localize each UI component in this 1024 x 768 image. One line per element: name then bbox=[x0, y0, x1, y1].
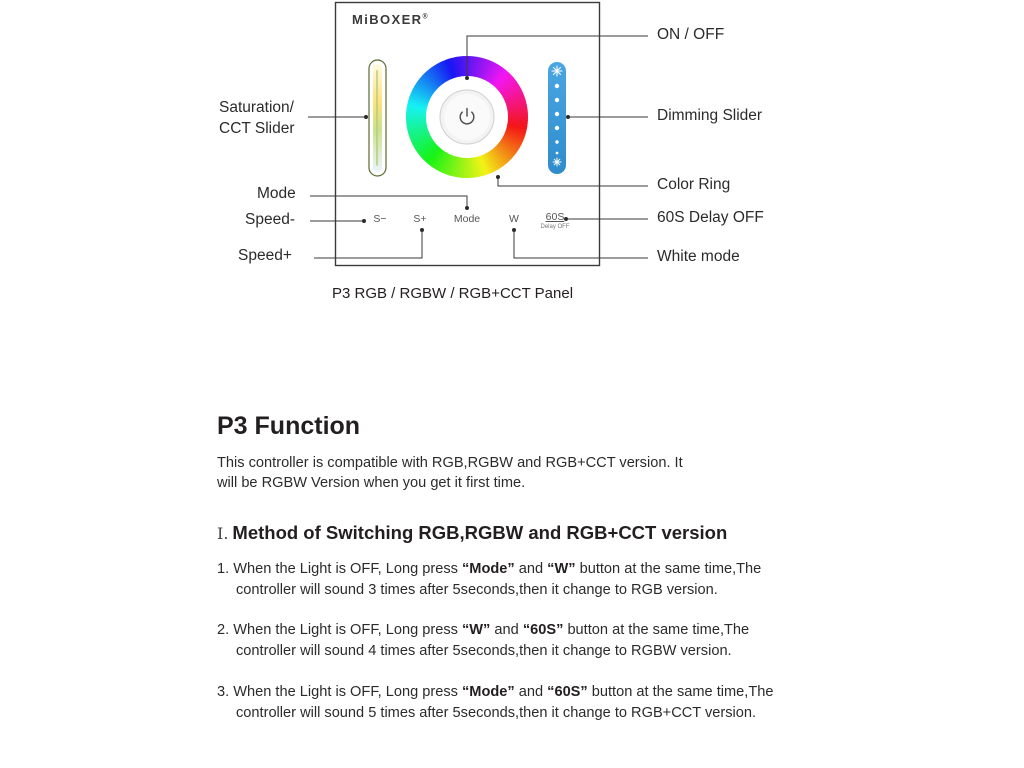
brand-logo: MiBOXER® bbox=[352, 12, 430, 27]
callout-speed-minus: Speed- bbox=[245, 211, 295, 228]
diagram-caption: P3 RGB / RGBW / RGB+CCT Panel bbox=[332, 285, 574, 302]
intro-line-2: will be RGBW Version when you get it first time. bbox=[217, 475, 526, 491]
callout-on-off: ON / OFF bbox=[657, 26, 725, 43]
callout-color-ring: Color Ring bbox=[657, 176, 731, 193]
speed-plus-button[interactable]: S+ bbox=[413, 213, 427, 225]
callout-delay-off: 60S Delay OFF bbox=[657, 209, 764, 226]
speed-minus-button[interactable]: S− bbox=[373, 213, 387, 225]
list-item: 2. When the Light is OFF, Long press “W” and “60S” button at the same time,The controller will sound 4 times after 5seconds,then it change to RGBW version. bbox=[217, 622, 750, 659]
list-item: 3. When the Light is OFF, Long press “Mode” and “60S” button at the same time,The controller will sound 5 times after 5seconds,then it change to RGB+CCT version. bbox=[217, 684, 774, 721]
callout-mode: Mode bbox=[257, 185, 296, 202]
callout-dimming-slider: Dimming Slider bbox=[657, 107, 763, 124]
list-item: 1. When the Light is OFF, Long press “Mode” and “W” button at the same time,The controller will sound 3 times after 5seconds,then it change to RGB version. bbox=[217, 561, 762, 598]
intro-line-1: This controller is compatible with RGB,RGBW and RGB+CCT version. It bbox=[217, 455, 683, 471]
subsection-number: Ⅰ. bbox=[217, 524, 229, 543]
callout-white-mode: White mode bbox=[657, 248, 740, 265]
callout-saturation-line2: CCT Slider bbox=[219, 120, 295, 137]
subsection-title bbox=[217, 522, 727, 544]
saturation-slider bbox=[369, 60, 386, 176]
mode-button[interactable]: Mode bbox=[453, 213, 481, 225]
callout-speed-plus: Speed+ bbox=[238, 247, 292, 264]
dimming-slider bbox=[548, 62, 566, 174]
callout-saturation-line1: Saturation/ bbox=[219, 99, 294, 116]
section-title: P3 Function bbox=[217, 412, 361, 440]
subsection-heading: Method of Switching RGB,RGBW and RGB+CCT version bbox=[232, 522, 728, 543]
delay-off-sublabel: Delay OFF bbox=[540, 224, 570, 230]
delay-off-button[interactable]: 60S bbox=[545, 211, 565, 223]
panel-diagram bbox=[0, 0, 1024, 320]
power-button bbox=[440, 90, 494, 144]
white-mode-button[interactable]: W bbox=[509, 213, 519, 225]
